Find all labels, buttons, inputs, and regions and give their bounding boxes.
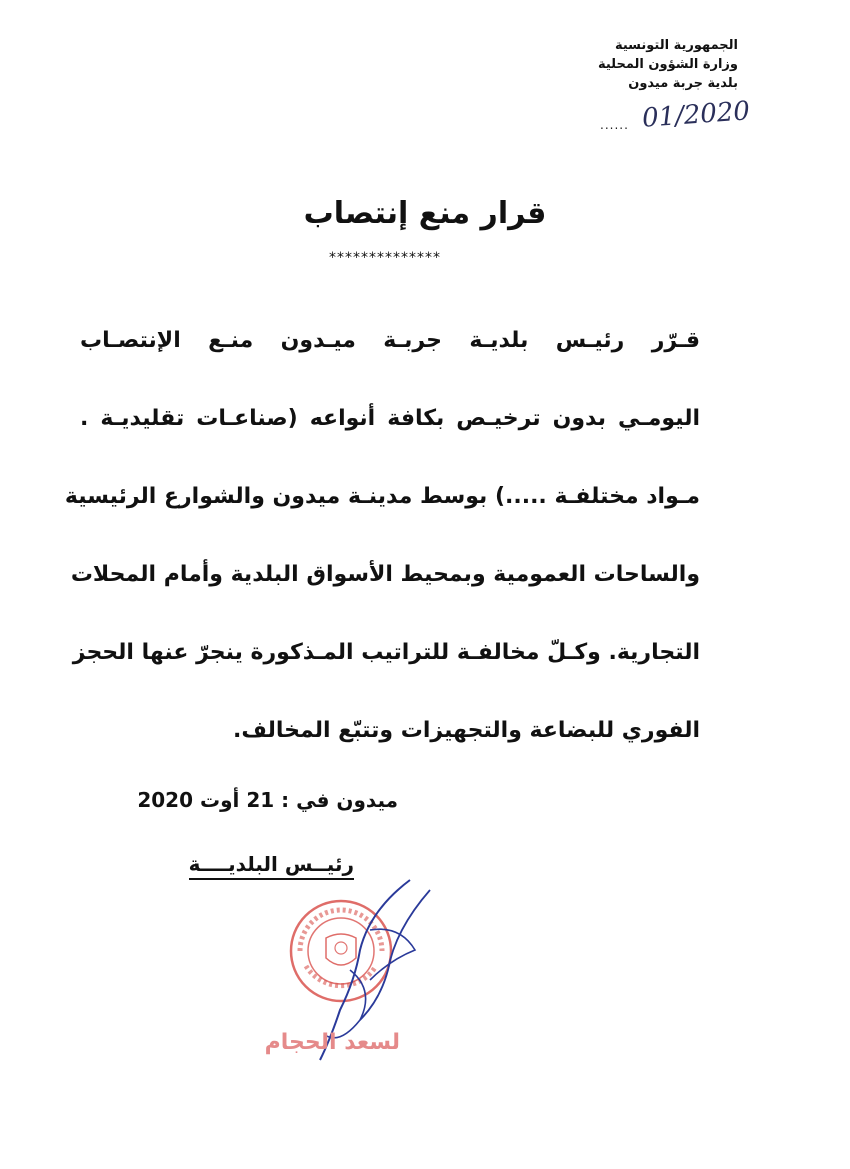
body-line: التجارية. وكـلّ مخالفـة للتراتيب المـذكورة ينجرّ عنها الحجز <box>72 640 700 665</box>
body-line: الفوري للبضاعة والتجهيزات وتتبّع المخالف. <box>233 718 700 743</box>
letterhead <box>478 36 738 93</box>
title-separator: ************** <box>329 250 441 266</box>
reference-dots: ...... <box>600 118 629 132</box>
reference-number <box>600 96 780 140</box>
body-line: مـواد مختلفـة .....) بوسط مدينـة ميدون والشوارع الرئيسية <box>64 484 700 509</box>
document-title: قرار منع إنتصاب <box>303 196 547 231</box>
letterhead-ministry: وزارة الشؤون المحلية <box>597 57 738 72</box>
body-line: قـرّر رئيـس بلديـة جربـة ميـدون منـع الإنتصـاب <box>80 328 700 353</box>
body-line: والساحات العمومية وبمحيط الأسواق البلدية وأمام المحلات <box>70 562 700 587</box>
letterhead-country: الجمهورية التونسية <box>614 38 738 53</box>
signer-name: لسعد الحجام <box>264 1030 400 1055</box>
reference-handwritten-number: 01/2020 <box>641 96 751 134</box>
signatory-title-text: رئيــس البلديــــة <box>189 852 354 880</box>
decision-body <box>64 316 700 784</box>
date-line: ميدون في : 21 أوت 2020 <box>137 788 398 812</box>
body-line: اليومـي بدون ترخيـص بكافة أنواعه (صناعـات تقليديـة . <box>80 406 700 431</box>
letterhead-municipality: بلدية جربة ميدون <box>628 76 738 91</box>
